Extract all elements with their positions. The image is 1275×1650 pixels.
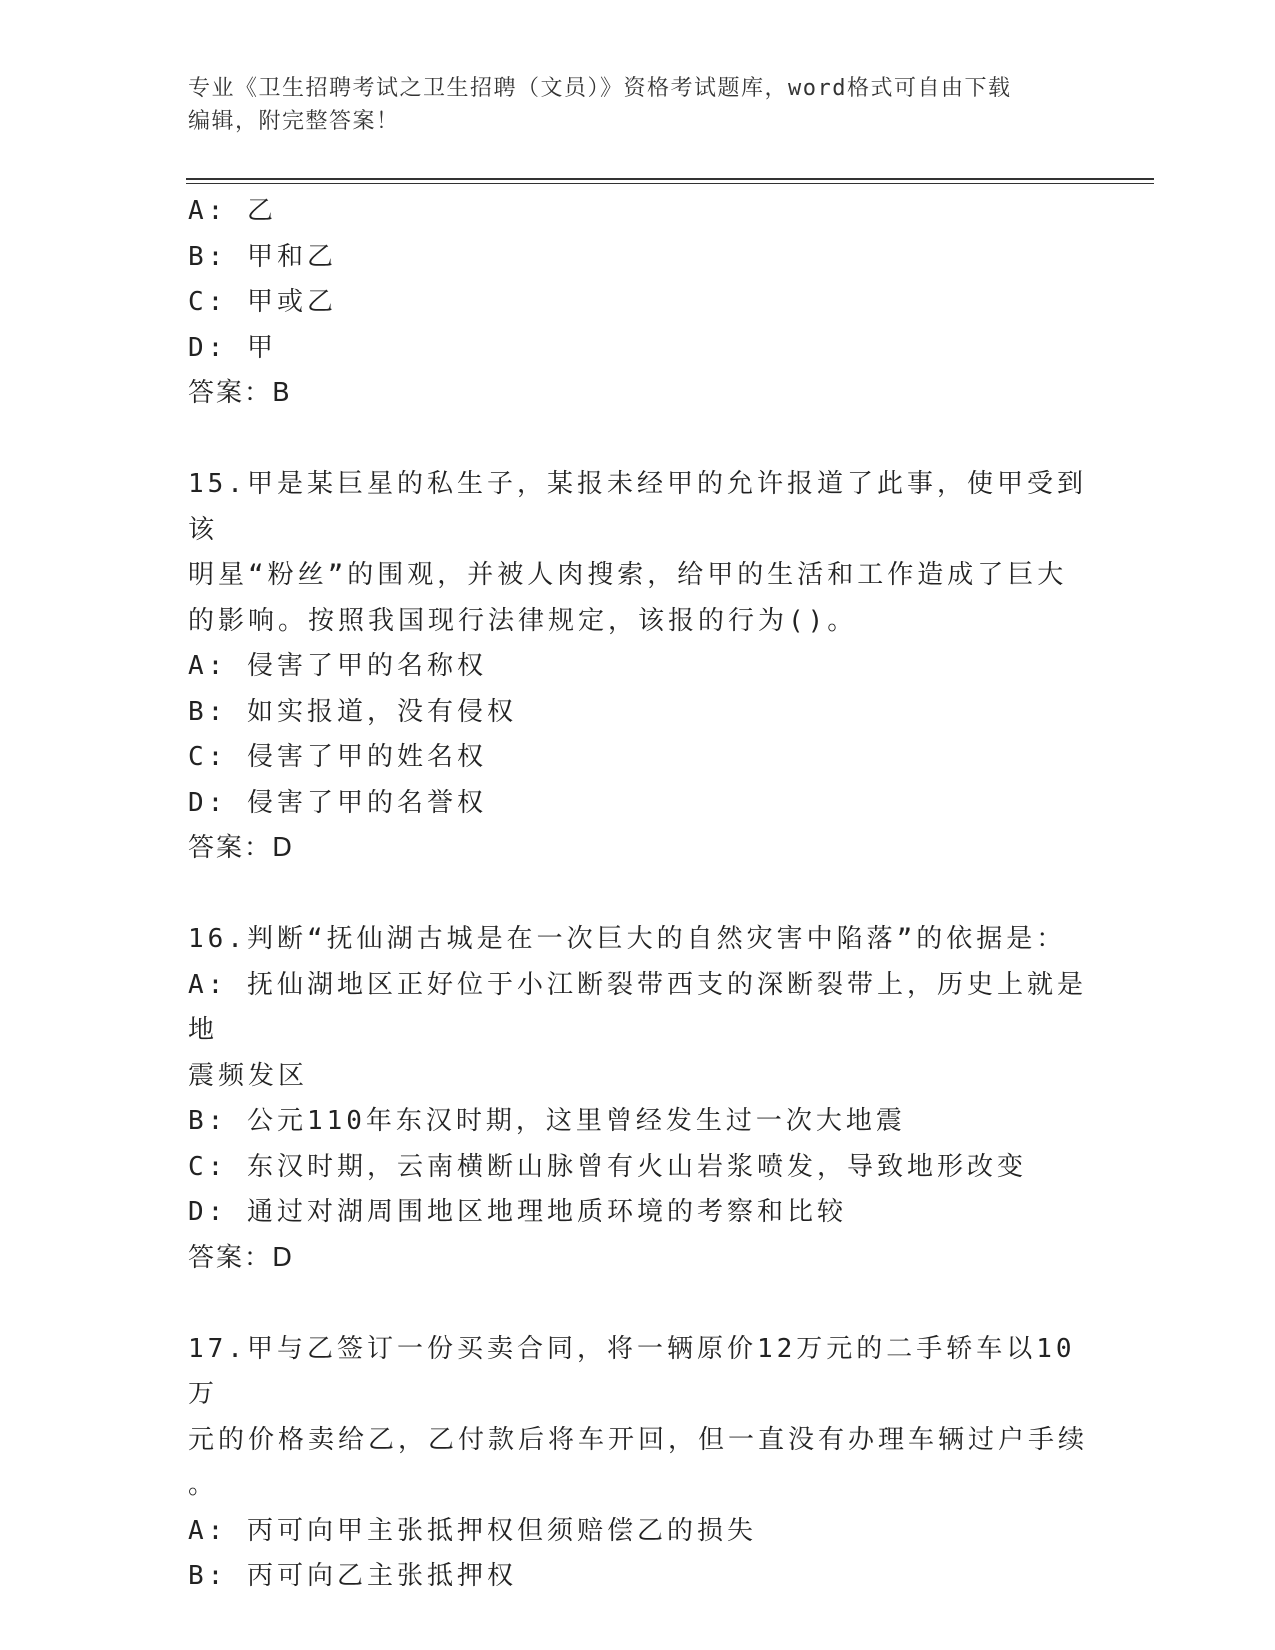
option-a: A: 丙可向甲主张抵押权但须赔偿乙的损失 (188, 1515, 757, 1546)
option-a: A: 乙 (188, 196, 277, 226)
answer: 答案：D (188, 833, 295, 863)
question-list (188, 189, 1088, 1600)
header-line-1: 专业《卫生招聘考试之卫生招聘（文员）》资格考试题库，word格式可自由下载 (188, 76, 1012, 101)
question-text-line: 元的价格卖给乙，乙付款后将车开回，但一直没有办理车辆过户手续 (188, 1424, 1089, 1455)
option-d: D: 侵害了甲的名誉权 (188, 787, 487, 818)
question-14-tail (188, 189, 1088, 417)
option-c: C: 侵害了甲的姓名权 (188, 742, 487, 772)
question-text-line: 。 (188, 1470, 219, 1500)
option-d: D: 通过对湖周围地区地理地质环境的考察和比较 (188, 1197, 847, 1227)
option-a-continued: 震频发区 (188, 1060, 309, 1091)
option-c: C: 东汉时期，云南横断山脉曾有火山岩浆喷发，导致地形改变 (188, 1151, 1027, 1182)
question-text-line: 16.判断“抚仙湖古城是在一次巨大的自然灾害中陷落”的依据是： (188, 924, 1067, 954)
answer: 答案：B (188, 378, 292, 408)
header-line-2: 编辑，附完整答案！ (188, 109, 400, 134)
option-b: B: 公元110年东汉时期，这里曾经发生过一次大地震 (188, 1106, 906, 1136)
header-rule-thin (186, 183, 1154, 184)
option-a: A: 抚仙湖地区正好位于小江断裂带西支的深断裂带上，历史上就是地 (188, 969, 1087, 1045)
option-b: B: 丙可向乙主张抵押权 (188, 1561, 517, 1591)
option-b: B: 甲和乙 (188, 241, 337, 272)
question-spacer (188, 1281, 1088, 1327)
answer: 答案：D (188, 1242, 295, 1273)
question-15 (188, 462, 1088, 872)
option-d: D: 甲 (188, 332, 277, 363)
question-text-line: 的影响。按照我国现行法律规定，该报的行为()。 (188, 605, 858, 636)
option-c: C: 甲或乙 (188, 287, 337, 317)
question-text-line: 15.甲是某巨星的私生子，某报未经甲的允许报道了此事，使甲受到该 (188, 469, 1087, 545)
question-17 (188, 1327, 1088, 1600)
question-spacer (188, 417, 1088, 463)
option-a: A: 侵害了甲的名称权 (188, 651, 487, 681)
option-b: B: 如实报道，没有侵权 (188, 696, 517, 727)
document-header (188, 72, 1088, 138)
question-16 (188, 917, 1088, 1281)
question-text-line: 明星“粉丝”的围观，并被人肉搜索，给甲的生活和工作造成了巨大 (188, 560, 1068, 590)
question-text-line: 17.甲与乙签订一份买卖合同，将一辆原价12万元的二手轿车以10万 (188, 1333, 1076, 1409)
header-rule-thick (186, 178, 1154, 180)
question-spacer (188, 872, 1088, 918)
